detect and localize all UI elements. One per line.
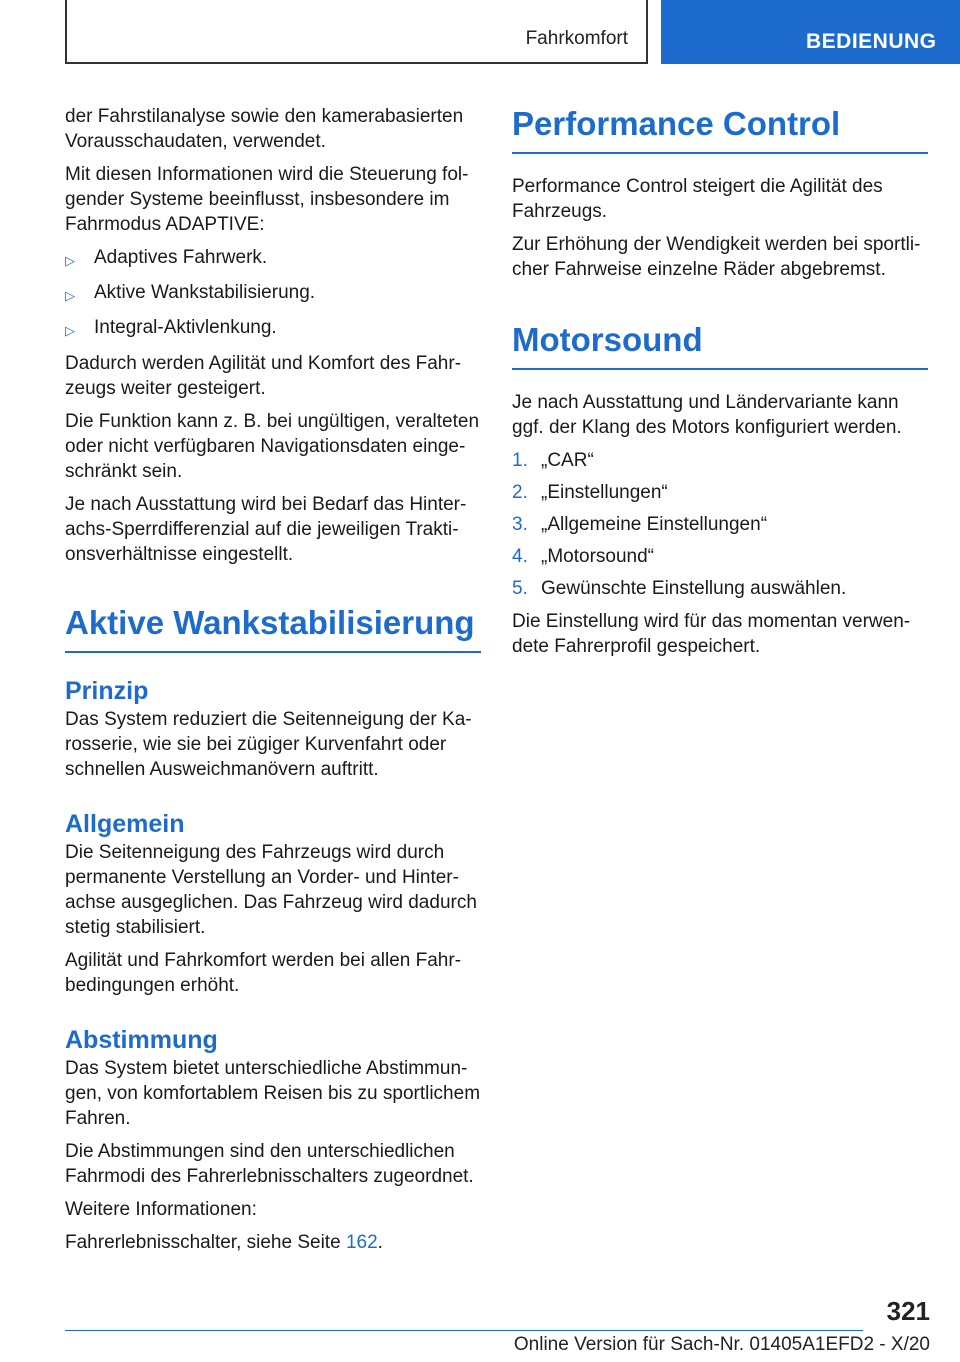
page-number: 321: [886, 1296, 930, 1326]
step-number: 3.: [512, 514, 528, 535]
footer-divider: [65, 1330, 863, 1331]
triangle-bullet-icon: ▷: [65, 323, 75, 338]
paragraph: Die Abstimmungen sind den unterschiedlichen Fahrmodi des Fahrerlebnisschalters zugeordnet.: [65, 1141, 474, 1187]
paragraph: Mit diesen Informationen wird die Steuerung folgender Systeme beeinflusst, insbesondere im Fahrmodus ADAPTIVE:: [65, 164, 469, 235]
list-item-text: Aktive Wankstabilisierung.: [94, 282, 316, 303]
chapter-tab[interactable]: BEDIENUNG: [661, 0, 960, 64]
step-list: [512, 448, 928, 601]
triangle-bullet-icon: ▷: [65, 253, 75, 268]
list-item: [512, 544, 928, 569]
paragraph: Die Funktion kann z. B. bei ungültigen, veralteten oder nicht verfügbaren Navigationsdaten eingeschränkt sein.: [65, 411, 480, 482]
list-item: [512, 576, 928, 601]
paragraph: Je nach Ausstattung wird bei Bedarf das Hinterachs-Sperrdifferenzial auf die jeweiligen Traktionsverhältnisse eingestellt.: [65, 494, 467, 565]
paragraph: Zur Erhöhung der Wendigkeit werden bei sportlicher Fahrweise einzelne Räder abgebremst.: [512, 234, 921, 280]
list-item-text: Integral-Aktivlenkung.: [94, 317, 277, 338]
section-title: Fahrkomfort: [525, 28, 628, 49]
list-item: [65, 280, 481, 308]
paragraph: Das System bietet unterschiedliche Abstimmungen, von komfortablem Reisen bis zu sportlichem Fahren.: [65, 1058, 481, 1129]
step-number: 1.: [512, 450, 528, 471]
paragraph: Weitere Informationen:: [65, 1199, 257, 1220]
header-box: [65, 0, 648, 64]
paragraph: der Fahrstilanalyse sowie den kamerabasierten Vorausschaudaten, verwendet.: [65, 106, 464, 152]
paragraph-text: Fahrerlebnisschalter, siehe Seite: [65, 1232, 346, 1253]
list-item: [65, 245, 481, 273]
paragraph: Agilität und Fahrkomfort werden bei allen Fahrbedingungen erhöht.: [65, 950, 462, 996]
right-column: [512, 104, 928, 667]
paragraph: Die Einstellung wird für das momentan verwendete Fahrerprofil gespeichert.: [512, 611, 911, 657]
paragraph-text: .: [377, 1232, 383, 1253]
step-number: 5.: [512, 578, 528, 599]
paragraph: Je nach Ausstattung und Ländervariante kann ggf. der Klang des Motors konfiguriert werden.: [512, 392, 902, 438]
paragraph: Die Seitenneigung des Fahrzeugs wird durch permanente Verstellung an Vorder- und Hinterachse ausgeglichen. Das Fahrzeug wird dadurch stetig stabilisiert.: [65, 842, 477, 938]
heading-allgemein: Allgemein: [65, 810, 185, 838]
page-link[interactable]: 162: [345, 1232, 378, 1253]
list-item: [512, 480, 928, 505]
step-text: Gewünschte Einstellung auswählen.: [541, 578, 847, 599]
heading-abstimmung: Abstimmung: [65, 1026, 218, 1054]
step-number: 4.: [512, 546, 528, 567]
heading-performance-control: Performance Control: [512, 104, 928, 154]
left-column: [65, 104, 481, 1263]
paragraph: [65, 1230, 481, 1255]
footer-text: Online Version für Sach-Nr. 01405A1EFD2 - X/20: [513, 1334, 930, 1355]
heading-motorsound: Motorsound: [512, 320, 928, 370]
list-item-text: Adaptives Fahrwerk.: [94, 247, 268, 268]
triangle-bullet-icon: ▷: [65, 288, 75, 303]
step-text: „Einstellungen“: [541, 482, 668, 503]
step-text: „CAR“: [541, 450, 594, 471]
paragraph: Performance Control steigert die Agilität des Fahrzeugs.: [512, 176, 883, 222]
paragraph: Dadurch werden Agilität und Komfort des Fahrzeugs weiter gesteigert.: [65, 353, 462, 399]
bullet-list: [65, 245, 481, 343]
step-number: 2.: [512, 482, 528, 503]
list-item: [512, 448, 928, 473]
heading-aktive-wankstabilisierung: Aktive Wankstabilisierung: [65, 603, 481, 653]
step-text: „Motorsound“: [541, 546, 654, 567]
list-item: [65, 315, 481, 343]
step-text: „Allgemeine Einstellungen“: [541, 514, 768, 535]
list-item: [512, 512, 928, 537]
heading-prinzip: Prinzip: [65, 677, 149, 705]
paragraph: Das System reduziert die Seitenneigung der Karosserie, wie sie bei zügiger Kurvenfahrt oder schnellen Ausweichmanövern auftritt.: [65, 709, 472, 780]
